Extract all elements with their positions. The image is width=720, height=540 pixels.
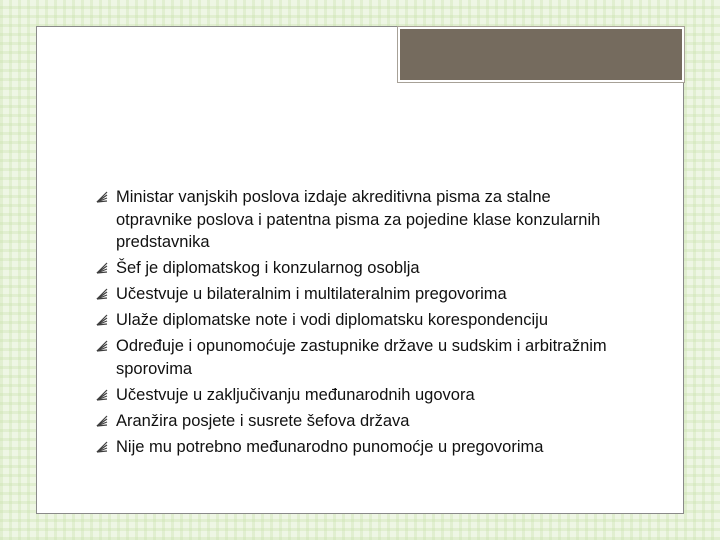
list-item xyxy=(96,186,616,254)
fan-wedge-icon xyxy=(96,340,108,352)
list-item xyxy=(96,257,616,280)
fan-wedge-icon xyxy=(96,389,108,401)
bullet-text: Ulaže diplomatske note i vodi diplomatsku korespondenciju xyxy=(116,311,548,329)
fan-wedge-icon xyxy=(96,415,108,427)
fan-wedge-icon xyxy=(96,288,108,300)
bullet-text: Učestvuje u zaključivanju međunarodnih ugovora xyxy=(116,385,475,404)
bullet-text: Ministar vanjskih poslova izdaje akreditivna pisma za stalne otpravnike poslova i patentna pisma za pojedine klase konzularnih predstavnika xyxy=(116,188,601,251)
bullet-text: Određuje i opunomoćuje zastupnike države u sudskim i arbitražnim sporovima xyxy=(116,337,607,378)
bullet-text: Šef je diplomatskog i konzularnog osoblja xyxy=(116,259,420,277)
fan-wedge-icon xyxy=(96,191,108,203)
bullet-text: Aranžira posjete i susrete šefova država xyxy=(116,411,410,430)
list-item xyxy=(96,384,616,407)
list-item xyxy=(96,410,616,433)
list-item xyxy=(96,436,616,459)
list-item xyxy=(96,283,616,306)
list-item xyxy=(96,335,616,380)
fan-wedge-icon xyxy=(96,314,108,326)
fan-wedge-icon xyxy=(96,262,108,274)
fan-wedge-icon xyxy=(96,441,108,453)
list-item xyxy=(96,309,616,332)
title-placeholder-block xyxy=(398,27,684,82)
bullet-list xyxy=(96,186,616,462)
bullet-text: Nije mu potrebno međunarodno punomoćje u pregovorima xyxy=(116,437,544,456)
bullet-text: Učestvuje u bilateralnim i multilateralnim pregovorima xyxy=(116,285,507,303)
